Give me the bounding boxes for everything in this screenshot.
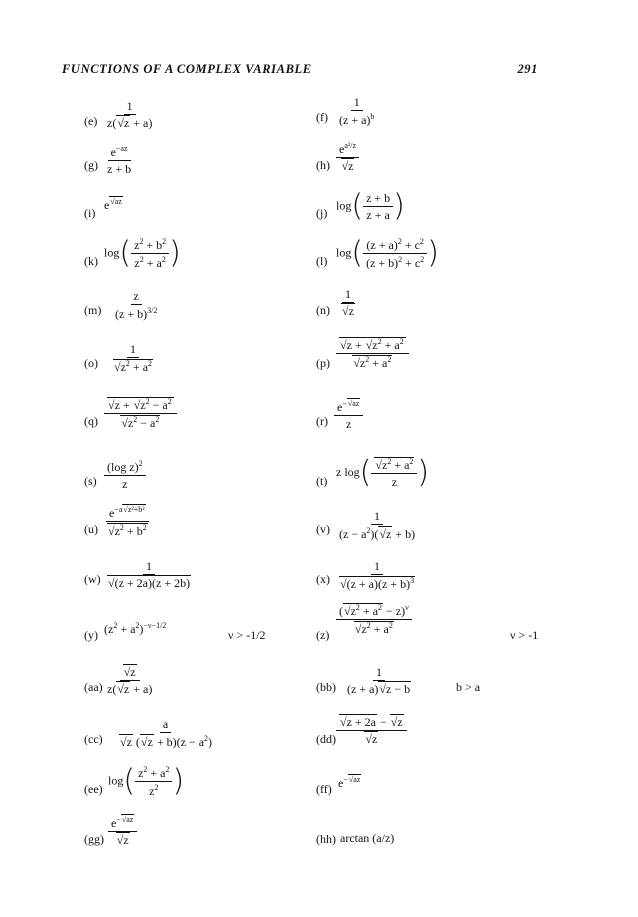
label-j: (j) [316, 206, 328, 220]
formula-cc: $\frac{a}{√z (√z + b)(z - a^2)}$ [120, 717, 213, 749]
formula-f: $\frac{1}{(z + a)^b}$ [339, 95, 375, 127]
condition-y: ν > -1/2 [228, 628, 266, 642]
formula-y: $(z^2 + a^2)^{-\nu-1/2}$ [104, 621, 167, 636]
label-m: (m) [84, 303, 102, 317]
formula-t: z log( $\frac{√z^2 + a^2}{z}$ ) [336, 455, 430, 490]
label-o: (o) [84, 356, 98, 370]
formula-ee: log( $\frac{z^2 + a^2}{z^2}$ ) [108, 763, 185, 799]
label-t: (t) [316, 474, 328, 488]
label-f: (f) [316, 110, 328, 124]
label-gg: (gg) [84, 832, 104, 846]
page-number: 291 [517, 62, 538, 76]
label-w: (w) [84, 572, 101, 586]
formula-m: $\frac{z}{(z + b)^{3/2}}$ [115, 289, 158, 321]
formula-gg: $\frac{e^{-√az}}{√z}$ [108, 816, 137, 846]
label-l: (l) [316, 254, 328, 268]
label-dd: (dd) [316, 732, 336, 746]
formula-p: $\frac{√z + √z^2 + a^2}{√z^2 + a^2}$ [336, 338, 409, 369]
label-r: (r) [316, 414, 328, 428]
formula-h: $\frac{e^{a^2/z}}{√z}$ [336, 142, 359, 172]
label-y: (y) [84, 628, 98, 642]
label-ee: (ee) [84, 782, 103, 796]
formula-hh: arctan (a/z) [340, 831, 395, 845]
page-header-title: FUNCTIONS OF A COMPLEX VARIABLE [62, 62, 312, 76]
formula-o: $\frac{1}{√z^2 + a^2}$ [114, 342, 153, 374]
label-z: (z) [316, 628, 330, 642]
label-e: (e) [84, 114, 98, 128]
formula-q: $\frac{√z + √z^2 - a^2}{√z^2 - a^2}$ [104, 398, 177, 429]
label-cc: (cc) [84, 732, 103, 746]
label-n: (n) [316, 303, 330, 317]
condition-z: ν > -1 [510, 628, 539, 642]
label-hh: (hh) [316, 832, 336, 846]
label-g: (g) [84, 158, 98, 172]
formula-x: $\frac{1}{√(z + a)(z + b)^3}$ [340, 559, 415, 591]
formula-u: $\frac{e^{-a√z^2+b^2}}{√z^2 + b^2}$ [108, 505, 147, 538]
label-x: (x) [316, 572, 330, 586]
formula-w: $\frac{1}{√(z + 2a)(z + 2b)}$ [108, 559, 191, 590]
formula-i: $e^{√az}$ [104, 197, 122, 212]
formula-n: $\frac{1}{√z}$ [342, 287, 354, 318]
label-q: (q) [84, 414, 98, 428]
formula-z: $\frac{(√z^2 + a^2 - z)^\nu}{√z^2 + a^2}$ [336, 604, 412, 635]
label-s: (s) [84, 474, 97, 488]
label-v: (v) [316, 522, 330, 536]
label-i: (i) [84, 206, 96, 220]
label-h: (h) [316, 158, 330, 172]
label-aa: (aa) [84, 680, 103, 694]
formula-v: $\frac{1}{(z - a^2)(√z + b)}$ [339, 509, 416, 541]
label-u: (u) [84, 522, 98, 536]
formula-dd: $\frac{√z + 2a - √z}{√z}$ [336, 716, 407, 745]
formula-k: log( $\frac{z^2 + b^2}{z^2 + a^2}$ ) [104, 235, 181, 271]
formula-aa: $\frac{√z}{z(√z + a)}$ [107, 665, 153, 696]
label-ff: (ff) [316, 782, 332, 796]
formula-j: log( $\frac{z + b}{z + a}$ ) [336, 188, 405, 224]
formula-s: $\frac{(\log z)^2}{z}$ [104, 460, 146, 490]
formula-r: $\frac{e^{-√az}}{z}$ [334, 400, 363, 430]
formula-bb: $\frac{1}{(z + a)√z - b}$ [347, 665, 411, 696]
label-p: (p) [316, 356, 330, 370]
formula-ff: $e^{-√az}$ [338, 775, 361, 790]
label-k: (k) [84, 254, 98, 268]
formula-e: $\frac{1}{z(√z + a)}$ [107, 99, 153, 130]
label-bb: (bb) [316, 680, 336, 694]
condition-bb: b > a [456, 680, 481, 694]
formula-l: log( $\frac{(z + a)^2 + c^2}{(z + b)^2 + c^2}$ ) [336, 235, 439, 271]
formula-g: $\frac{e^{-az}}{z + b}$ [107, 144, 132, 176]
